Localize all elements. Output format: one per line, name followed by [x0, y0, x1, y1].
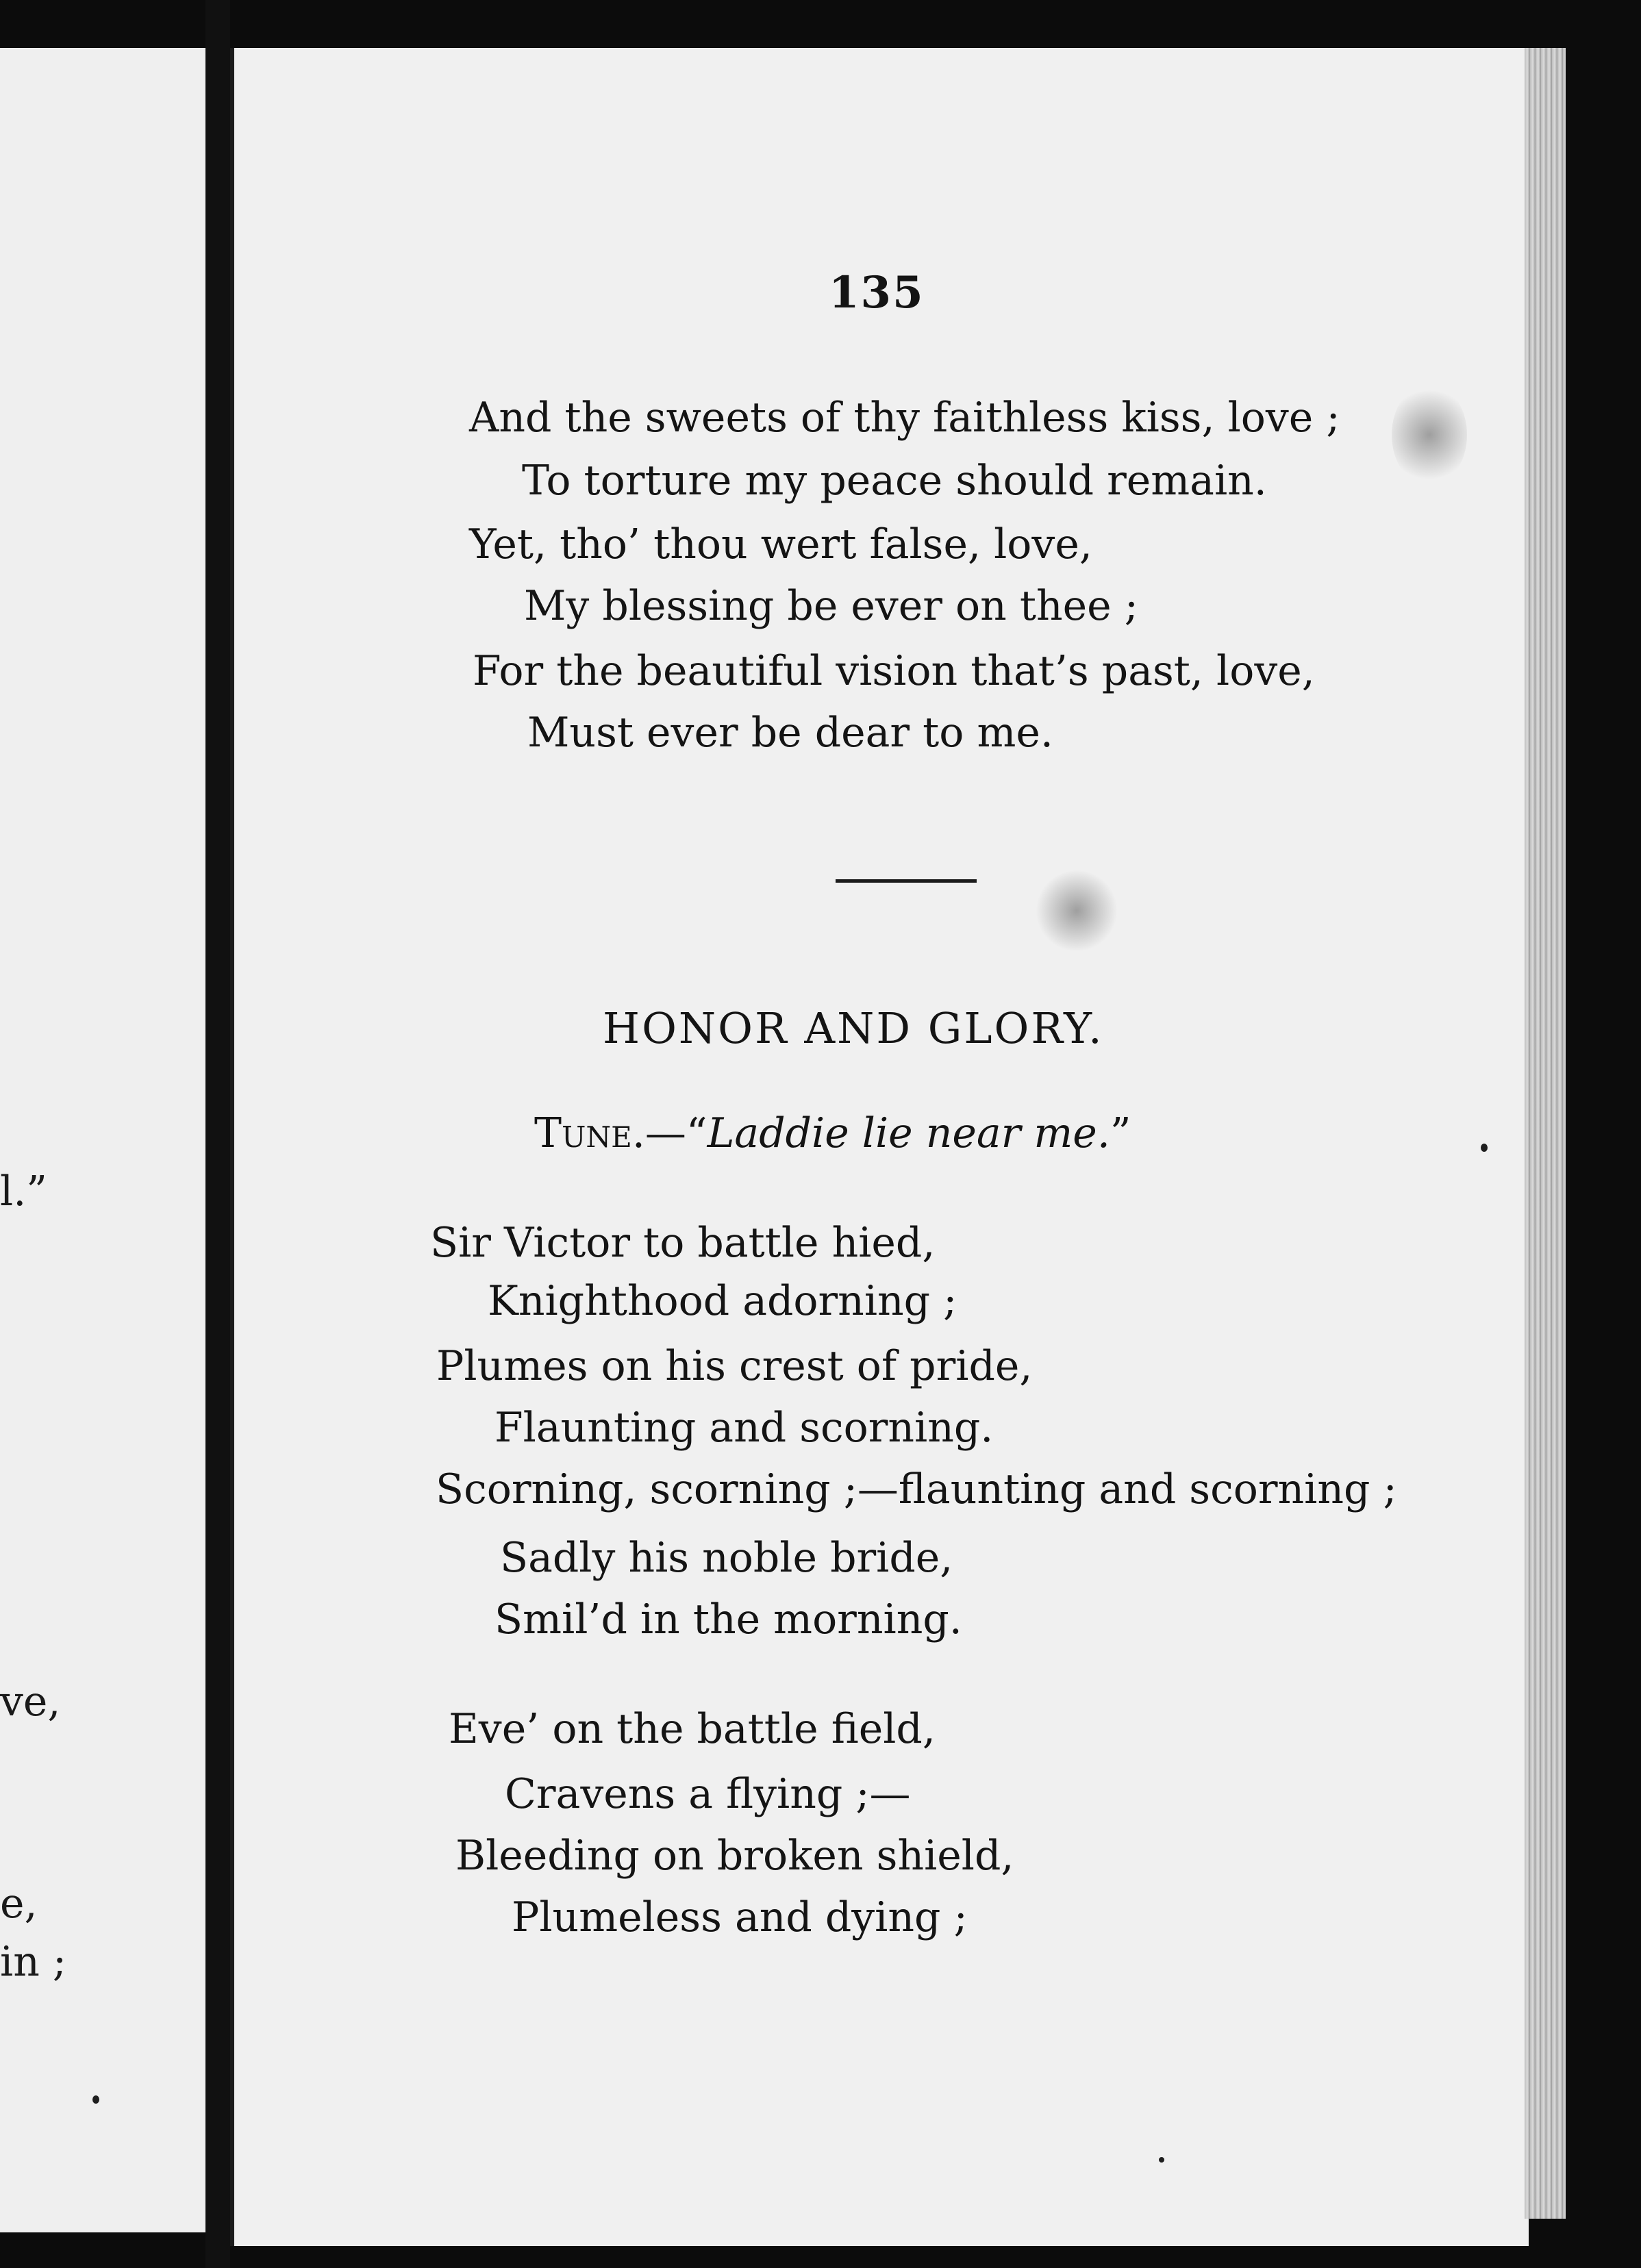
page-edges	[1525, 48, 1566, 2219]
poem-line: To torture my peace should remain.	[522, 457, 1267, 505]
poem-line: Plumeless and dying ;	[512, 1893, 968, 1941]
poem-line: Flaunting and scorning.	[494, 1404, 994, 1452]
left-page-fragment: l.”	[0, 1168, 47, 1215]
poem-line: Sir Victor to battle hied,	[430, 1219, 936, 1267]
tune-label: Tune.—“	[534, 1109, 707, 1157]
book-gutter	[205, 0, 230, 2268]
tune-name: Laddie lie near me.	[707, 1109, 1110, 1157]
poem-line: Plumes on his crest of pride,	[436, 1342, 1033, 1390]
poem-line: Yet, tho’ thou wert false, love,	[469, 520, 1092, 568]
tune-close-quote: ”	[1110, 1109, 1131, 1157]
poem-line: Must ever be dear to me.	[527, 709, 1053, 757]
page-smudge	[1392, 383, 1467, 486]
section-divider	[836, 879, 977, 883]
ink-speck	[92, 2095, 99, 2104]
poem-line: And the sweets of thy faithless kiss, love ;	[469, 394, 1340, 442]
song-title: HONOR AND GLORY.	[603, 1003, 1104, 1053]
page-number: 135	[829, 267, 925, 318]
left-page-fragment: e,	[0, 1880, 38, 1928]
poem-line: Smil’d in the morning.	[494, 1596, 962, 1643]
poem-line: Bleeding on broken shield,	[455, 1832, 1014, 1880]
poem-line: My blessing be ever on thee ;	[524, 582, 1138, 630]
poem-line: For the beautiful vision that’s past, love,	[473, 647, 1315, 695]
poem-line: Eve’ on the battle field,	[449, 1705, 936, 1753]
poem-line: Sadly his noble bride,	[500, 1534, 953, 1582]
left-page-fragment: ve,	[0, 1678, 61, 1726]
poem-line: Cravens a flying ;—	[505, 1770, 911, 1818]
left-page-fragment: in ;	[0, 1938, 67, 1986]
page-smudge	[1036, 870, 1118, 952]
tune-line	[534, 1109, 1131, 1157]
poem-line: Scorning, scorning ;—flaunting and scorning ;	[436, 1465, 1397, 1513]
ink-speck	[1481, 1144, 1488, 1152]
left-facing-page	[0, 48, 210, 2232]
ink-speck	[1159, 2157, 1164, 2163]
poem-line: Knighthood adorning ;	[488, 1277, 957, 1325]
